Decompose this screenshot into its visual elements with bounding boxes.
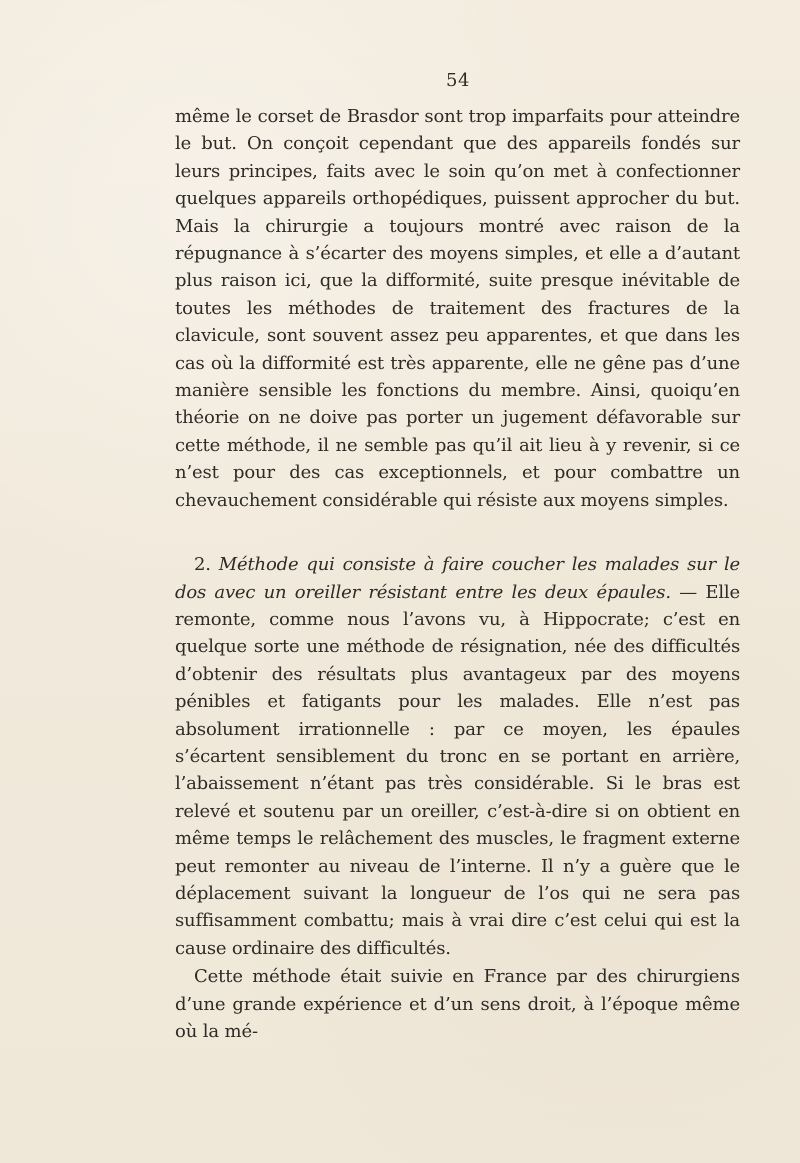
section-number: 2. xyxy=(194,554,211,576)
section-heading: Méthode qui consiste à faire coucher les malades sur le dos avec un oreiller résistant entre les deux épaules. xyxy=(175,554,740,603)
paragraph-3: Cette méthode était suivie en France par des chirurgiens d’une grande expérience et d’un sens droit, à l’époque même où la mé- xyxy=(175,966,740,1042)
paragraph-2 xyxy=(175,551,740,962)
section-body: — Elle remonte, comme nous l’avons vu, à Hippocrate; c’est en quelque sorte une méthode de résignation, née des difficultés d’obtenir des résultats plus avantageux par des moyens pénibles et fatigants pour les malades. Elle n’est pas absolument irrationnelle : par ce moyen, les épaules s’écartent sensiblement du tronc en se portant en arrière, l’abaissement n’étant pas très considérable. Si le bras est relevé et soutenu par un oreiller, c’est-à-dire si on obtient en même temps le relâchement des muscles, le fragment externe peut remonter au niveau de l’interne. Il n’y a guère que le déplacement suivant la longueur de l’os qui ne sera pas suffisamment combattu; mais à vrai dire c’est celui qui est la cause ordinaire des difficultés. xyxy=(175,581,740,959)
document-body xyxy=(175,103,740,1045)
paragraph-1: même le corset de Brasdor sont trop imparfaits pour atteindre le but. On conçoit cependant que des appareils fondés sur leurs principes, faits avec le soin qu’on met à confectionner quelques appareils orthopédiques, puissent approcher du but. Mais la chirurgie a toujours montré avec raison de la répugnance à s’écarter des moyens simples, et elle a d’autant plus raison ici, que la difformité, suite presque inévitable de toutes les méthodes de traitement des fractures de la clavicule, sont souvent assez peu apparentes, et que dans les cas où la difformité est très apparente, elle ne gêne pas d’une manière sensible les fonctions du membre. Ainsi, quoiqu’en théorie on ne doive pas porter un jugement défavorable sur cette méthode, il ne semble pas qu’il ait lieu à y revenir, si ce n’est pour des cas exceptionnels, et pour combattre un chevauchement considérable qui résiste aux moyens simples. xyxy=(175,106,740,511)
page-number: 54 xyxy=(446,70,470,91)
